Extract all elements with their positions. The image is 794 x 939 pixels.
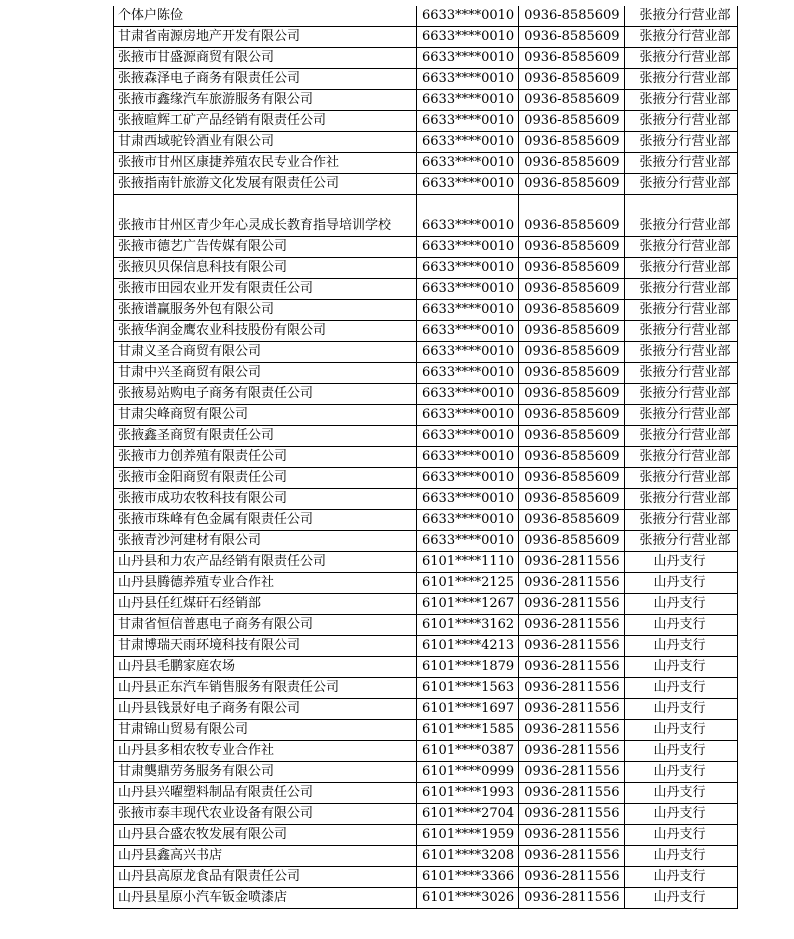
company-name-cell: 张掖市鑫缘汽车旅游服务有限公司 — [114, 90, 417, 111]
branch-name-cell: 山丹支行 — [624, 846, 737, 867]
branch-name-cell: 张掖分行营业部 — [624, 300, 737, 321]
table-row — [114, 384, 738, 405]
account-number-cell: 6633****0010 — [417, 447, 519, 468]
phone-number-cell: 0936-8585609 — [519, 531, 624, 552]
table-row — [114, 510, 738, 531]
branch-name-cell: 张掖分行营业部 — [624, 426, 737, 447]
branch-name-cell: 张掖分行营业部 — [624, 384, 737, 405]
company-name-cell: 张掖谱赢服务外包有限公司 — [114, 300, 417, 321]
table-row — [114, 846, 738, 867]
table-row — [114, 48, 738, 69]
company-name-cell: 张掖市珠峰有色金属有限责任公司 — [114, 510, 417, 531]
phone-number-cell: 0936-2811556 — [519, 867, 624, 888]
phone-number-cell: 0936-8585609 — [519, 111, 624, 132]
account-number-cell: 6101****4213 — [417, 636, 519, 657]
company-name-cell: 张掖市德艺广告传媒有限公司 — [114, 237, 417, 258]
phone-number-cell: 0936-2811556 — [519, 741, 624, 762]
company-name-cell: 张掖指南针旅游文化发展有限责任公司 — [114, 174, 417, 195]
phone-number-cell: 0936-8585609 — [519, 384, 624, 405]
table-row — [114, 321, 738, 342]
branch-name-cell: 山丹支行 — [624, 888, 737, 909]
branch-name-cell: 张掖分行营业部 — [624, 279, 737, 300]
table-row — [114, 825, 738, 846]
account-number-cell: 6101****3366 — [417, 867, 519, 888]
branch-name-cell: 山丹支行 — [624, 615, 737, 636]
account-number-cell: 6633****0010 — [417, 531, 519, 552]
phone-number-cell: 0936-2811556 — [519, 615, 624, 636]
table-row — [114, 783, 738, 804]
table-row — [114, 531, 738, 552]
phone-number-cell: 0936-8585609 — [519, 153, 624, 174]
company-name-cell: 山丹县合盛农牧发展有限公司 — [114, 825, 417, 846]
account-number-cell: 6633****0010 — [417, 174, 519, 195]
phone-number-cell: 0936-2811556 — [519, 657, 624, 678]
table-row — [114, 426, 738, 447]
company-name-cell: 山丹县毛鹏家庭农场 — [114, 657, 417, 678]
company-name-cell: 山丹县钱景好电子商务有限公司 — [114, 699, 417, 720]
account-number-cell: 6633****0010 — [417, 153, 519, 174]
phone-number-cell: 0936-8585609 — [519, 321, 624, 342]
phone-number-cell: 0936-2811556 — [519, 762, 624, 783]
phone-number-cell: 0936-8585609 — [519, 489, 624, 510]
table-row — [114, 657, 738, 678]
account-number-cell: 6101****1879 — [417, 657, 519, 678]
table-row — [114, 90, 738, 111]
phone-number-cell: 0936-2811556 — [519, 804, 624, 825]
branch-name-cell: 山丹支行 — [624, 594, 737, 615]
table-row — [114, 405, 738, 426]
phone-number-cell: 0936-8585609 — [519, 6, 624, 27]
company-name-cell: 甘肃锦山贸易有限公司 — [114, 720, 417, 741]
table-row — [114, 468, 738, 489]
phone-number-cell: 0936-2811556 — [519, 720, 624, 741]
company-name-cell: 张掖贝贝保信息科技有限公司 — [114, 258, 417, 279]
branch-name-cell: 张掖分行营业部 — [624, 174, 737, 195]
phone-number-cell: 0936-2811556 — [519, 783, 624, 804]
branch-name-cell: 张掖分行营业部 — [624, 237, 737, 258]
table-row — [114, 741, 738, 762]
company-name-cell: 张掖市田园农业开发有限责任公司 — [114, 279, 417, 300]
account-number-cell: 6633****0010 — [417, 111, 519, 132]
company-name-cell: 山丹县多相农牧专业合作社 — [114, 741, 417, 762]
table-row — [114, 720, 738, 741]
account-number-cell: 6633****0010 — [417, 363, 519, 384]
phone-number-cell: 0936-8585609 — [519, 426, 624, 447]
account-number-cell: 6101****1110 — [417, 552, 519, 573]
branch-name-cell: 张掖分行营业部 — [624, 69, 737, 90]
table-row — [114, 678, 738, 699]
phone-number-cell: 0936-8585609 — [519, 510, 624, 531]
account-number-cell: 6633****0010 — [417, 384, 519, 405]
company-name-cell: 张掖市甘盛源商贸有限公司 — [114, 48, 417, 69]
table-row — [114, 804, 738, 825]
table-row — [114, 300, 738, 321]
account-number-cell: 6633****0010 — [417, 6, 519, 27]
company-name-cell: 甘肃西域驼铃酒业有限公司 — [114, 132, 417, 153]
company-name-cell: 个体户陈俭 — [114, 6, 417, 27]
table-row — [114, 6, 738, 27]
company-name-cell: 张掖市力创养殖有限责任公司 — [114, 447, 417, 468]
company-name-cell: 甘肃博瑞天雨环境科技有限公司 — [114, 636, 417, 657]
phone-number-cell: 0936-8585609 — [519, 468, 624, 489]
company-name-cell: 山丹县腾德养殖专业合作社 — [114, 573, 417, 594]
table-row — [114, 111, 738, 132]
phone-number-cell: 0936-2811556 — [519, 825, 624, 846]
branch-name-cell: 山丹支行 — [624, 825, 737, 846]
table-row — [114, 636, 738, 657]
phone-number-cell: 0936-8585609 — [519, 363, 624, 384]
table-row — [114, 279, 738, 300]
phone-number-cell: 0936-2811556 — [519, 846, 624, 867]
branch-name-cell: 山丹支行 — [624, 678, 737, 699]
company-name-cell: 甘肃省恒信普惠电子商务有限公司 — [114, 615, 417, 636]
phone-number-cell: 0936-8585609 — [519, 300, 624, 321]
table-row — [114, 489, 738, 510]
account-number-cell: 6101****0387 — [417, 741, 519, 762]
branch-name-cell: 张掖分行营业部 — [624, 510, 737, 531]
company-name-cell: 张掖市甘州区康捷养殖农民专业合作社 — [114, 153, 417, 174]
table-row — [114, 615, 738, 636]
account-number-cell: 6101****3208 — [417, 846, 519, 867]
account-number-cell: 6633****0010 — [417, 510, 519, 531]
branch-name-cell: 张掖分行营业部 — [624, 363, 737, 384]
branch-name-cell: 山丹支行 — [624, 867, 737, 888]
phone-number-cell: 0936-8585609 — [519, 90, 624, 111]
branch-name-cell: 张掖分行营业部 — [624, 468, 737, 489]
branch-name-cell: 张掖分行营业部 — [624, 405, 737, 426]
account-number-cell: 6101****1993 — [417, 783, 519, 804]
branch-name-cell: 张掖分行营业部 — [624, 132, 737, 153]
phone-number-cell: 0936-8585609 — [519, 258, 624, 279]
company-name-cell: 张掖易站购电子商务有限责任公司 — [114, 384, 417, 405]
phone-number-cell: 0936-2811556 — [519, 888, 624, 909]
company-name-cell: 张掖青沙河建材有限公司 — [114, 531, 417, 552]
branch-name-cell: 山丹支行 — [624, 720, 737, 741]
phone-number-cell: 0936-8585609 — [519, 447, 624, 468]
account-number-cell: 6633****0010 — [417, 426, 519, 447]
phone-number-cell: 0936-8585609 — [519, 69, 624, 90]
phone-number-cell: 0936-8585609 — [519, 48, 624, 69]
table-row — [114, 258, 738, 279]
account-number-cell: 6101****0999 — [417, 762, 519, 783]
account-number-cell: 6633****0010 — [417, 90, 519, 111]
account-number-cell: 6101****1959 — [417, 825, 519, 846]
company-name-cell: 张掖森泽电子商务有限责任公司 — [114, 69, 417, 90]
table-row — [114, 888, 738, 909]
table-row — [114, 237, 738, 258]
phone-number-cell: 0936-2811556 — [519, 594, 624, 615]
table-row — [114, 762, 738, 783]
table-row — [114, 174, 738, 195]
phone-number-cell: 0936-2811556 — [519, 552, 624, 573]
account-number-cell: 6633****0010 — [417, 489, 519, 510]
phone-number-cell: 0936-2811556 — [519, 636, 624, 657]
branch-name-cell: 张掖分行营业部 — [624, 489, 737, 510]
company-name-cell: 张掖华润金鹰农业科技股份有限公司 — [114, 321, 417, 342]
account-number-cell: 6633****0010 — [417, 132, 519, 153]
branch-name-cell: 张掖分行营业部 — [624, 258, 737, 279]
branch-name-cell: 山丹支行 — [624, 804, 737, 825]
branch-name-cell: 张掖分行营业部 — [624, 6, 737, 27]
company-name-cell: 甘肃省南源房地产开发有限公司 — [114, 27, 417, 48]
branch-name-cell: 张掖分行营业部 — [624, 111, 737, 132]
phone-number-cell: 0936-8585609 — [519, 195, 624, 237]
company-name-cell: 山丹县鑫高兴书店 — [114, 846, 417, 867]
company-name-cell: 山丹县高原龙食品有限责任公司 — [114, 867, 417, 888]
branch-name-cell: 张掖分行营业部 — [624, 447, 737, 468]
account-number-cell: 6101****3162 — [417, 615, 519, 636]
branch-name-cell: 张掖分行营业部 — [624, 342, 737, 363]
table-row — [114, 867, 738, 888]
company-name-cell: 山丹县任红煤矸石经销部 — [114, 594, 417, 615]
branch-name-cell: 张掖分行营业部 — [624, 531, 737, 552]
table-row — [114, 552, 738, 573]
phone-number-cell: 0936-2811556 — [519, 678, 624, 699]
account-number-cell: 6633****0010 — [417, 342, 519, 363]
branch-name-cell: 张掖分行营业部 — [624, 195, 737, 237]
account-number-cell: 6633****0010 — [417, 300, 519, 321]
branch-name-cell: 张掖分行营业部 — [624, 90, 737, 111]
company-name-cell: 山丹县星原小汽车钣金喷漆店 — [114, 888, 417, 909]
company-name-cell: 山丹县兴曜塑料制品有限责任公司 — [114, 783, 417, 804]
company-name-cell: 山丹县正东汽车销售服务有限责任公司 — [114, 678, 417, 699]
table-row — [114, 573, 738, 594]
account-number-cell: 6101****1267 — [417, 594, 519, 615]
branch-name-cell: 张掖分行营业部 — [624, 321, 737, 342]
account-number-cell: 6633****0010 — [417, 195, 519, 237]
account-number-cell: 6633****0010 — [417, 69, 519, 90]
account-number-cell: 6101****2125 — [417, 573, 519, 594]
account-number-cell: 6633****0010 — [417, 48, 519, 69]
table-row — [114, 153, 738, 174]
phone-number-cell: 0936-8585609 — [519, 174, 624, 195]
company-name-cell: 甘肃中兴圣商贸有限公司 — [114, 363, 417, 384]
table-row — [114, 342, 738, 363]
phone-number-cell: 0936-8585609 — [519, 237, 624, 258]
account-number-cell: 6101****2704 — [417, 804, 519, 825]
phone-number-cell: 0936-2811556 — [519, 573, 624, 594]
phone-number-cell: 0936-8585609 — [519, 279, 624, 300]
table-row — [114, 363, 738, 384]
branch-name-cell: 山丹支行 — [624, 741, 737, 762]
phone-number-cell: 0936-8585609 — [519, 132, 624, 153]
branch-name-cell: 山丹支行 — [624, 573, 737, 594]
branch-name-cell: 张掖分行营业部 — [624, 153, 737, 174]
branch-name-cell: 山丹支行 — [624, 699, 737, 720]
company-name-cell: 山丹县和力农产品经销有限责任公司 — [114, 552, 417, 573]
account-number-cell: 6633****0010 — [417, 321, 519, 342]
company-name-cell: 张掖市成功农牧科技有限公司 — [114, 489, 417, 510]
account-number-cell: 6101****1697 — [417, 699, 519, 720]
company-name-cell: 甘肃尖峰商贸有限公司 — [114, 405, 417, 426]
branch-name-cell: 张掖分行营业部 — [624, 27, 737, 48]
account-number-cell: 6633****0010 — [417, 279, 519, 300]
account-number-cell: 6633****0010 — [417, 405, 519, 426]
account-table — [113, 6, 738, 909]
phone-number-cell: 0936-8585609 — [519, 27, 624, 48]
account-table-body — [114, 6, 738, 909]
branch-name-cell: 山丹支行 — [624, 657, 737, 678]
account-number-cell: 6101****1563 — [417, 678, 519, 699]
company-name-cell: 张掖市金阳商贸有限责任公司 — [114, 468, 417, 489]
company-name-cell: 张掖鑫圣商贸有限责任公司 — [114, 426, 417, 447]
phone-number-cell: 0936-8585609 — [519, 405, 624, 426]
branch-name-cell: 张掖分行营业部 — [624, 48, 737, 69]
branch-name-cell: 山丹支行 — [624, 783, 737, 804]
company-name-cell: 张掖市泰丰现代农业设备有限公司 — [114, 804, 417, 825]
table-row — [114, 447, 738, 468]
account-number-cell: 6101****1585 — [417, 720, 519, 741]
company-name-cell: 张掖暄辉工矿产品经销有限责任公司 — [114, 111, 417, 132]
table-row — [114, 195, 738, 237]
company-name-cell: 甘肃义圣合商贸有限公司 — [114, 342, 417, 363]
table-row — [114, 132, 738, 153]
phone-number-cell: 0936-2811556 — [519, 699, 624, 720]
company-name-cell: 张掖市甘州区青少年心灵成长教育指导培训学校 — [114, 195, 417, 237]
table-row — [114, 69, 738, 90]
branch-name-cell: 山丹支行 — [624, 762, 737, 783]
account-number-cell: 6633****0010 — [417, 237, 519, 258]
branch-name-cell: 山丹支行 — [624, 552, 737, 573]
account-number-cell: 6633****0010 — [417, 258, 519, 279]
account-number-cell: 6633****0010 — [417, 27, 519, 48]
phone-number-cell: 0936-8585609 — [519, 342, 624, 363]
account-number-cell: 6101****3026 — [417, 888, 519, 909]
account-number-cell: 6633****0010 — [417, 468, 519, 489]
table-row — [114, 27, 738, 48]
table-row — [114, 594, 738, 615]
branch-name-cell: 山丹支行 — [624, 636, 737, 657]
table-row — [114, 699, 738, 720]
company-name-cell: 甘肃龑鼎劳务服务有限公司 — [114, 762, 417, 783]
